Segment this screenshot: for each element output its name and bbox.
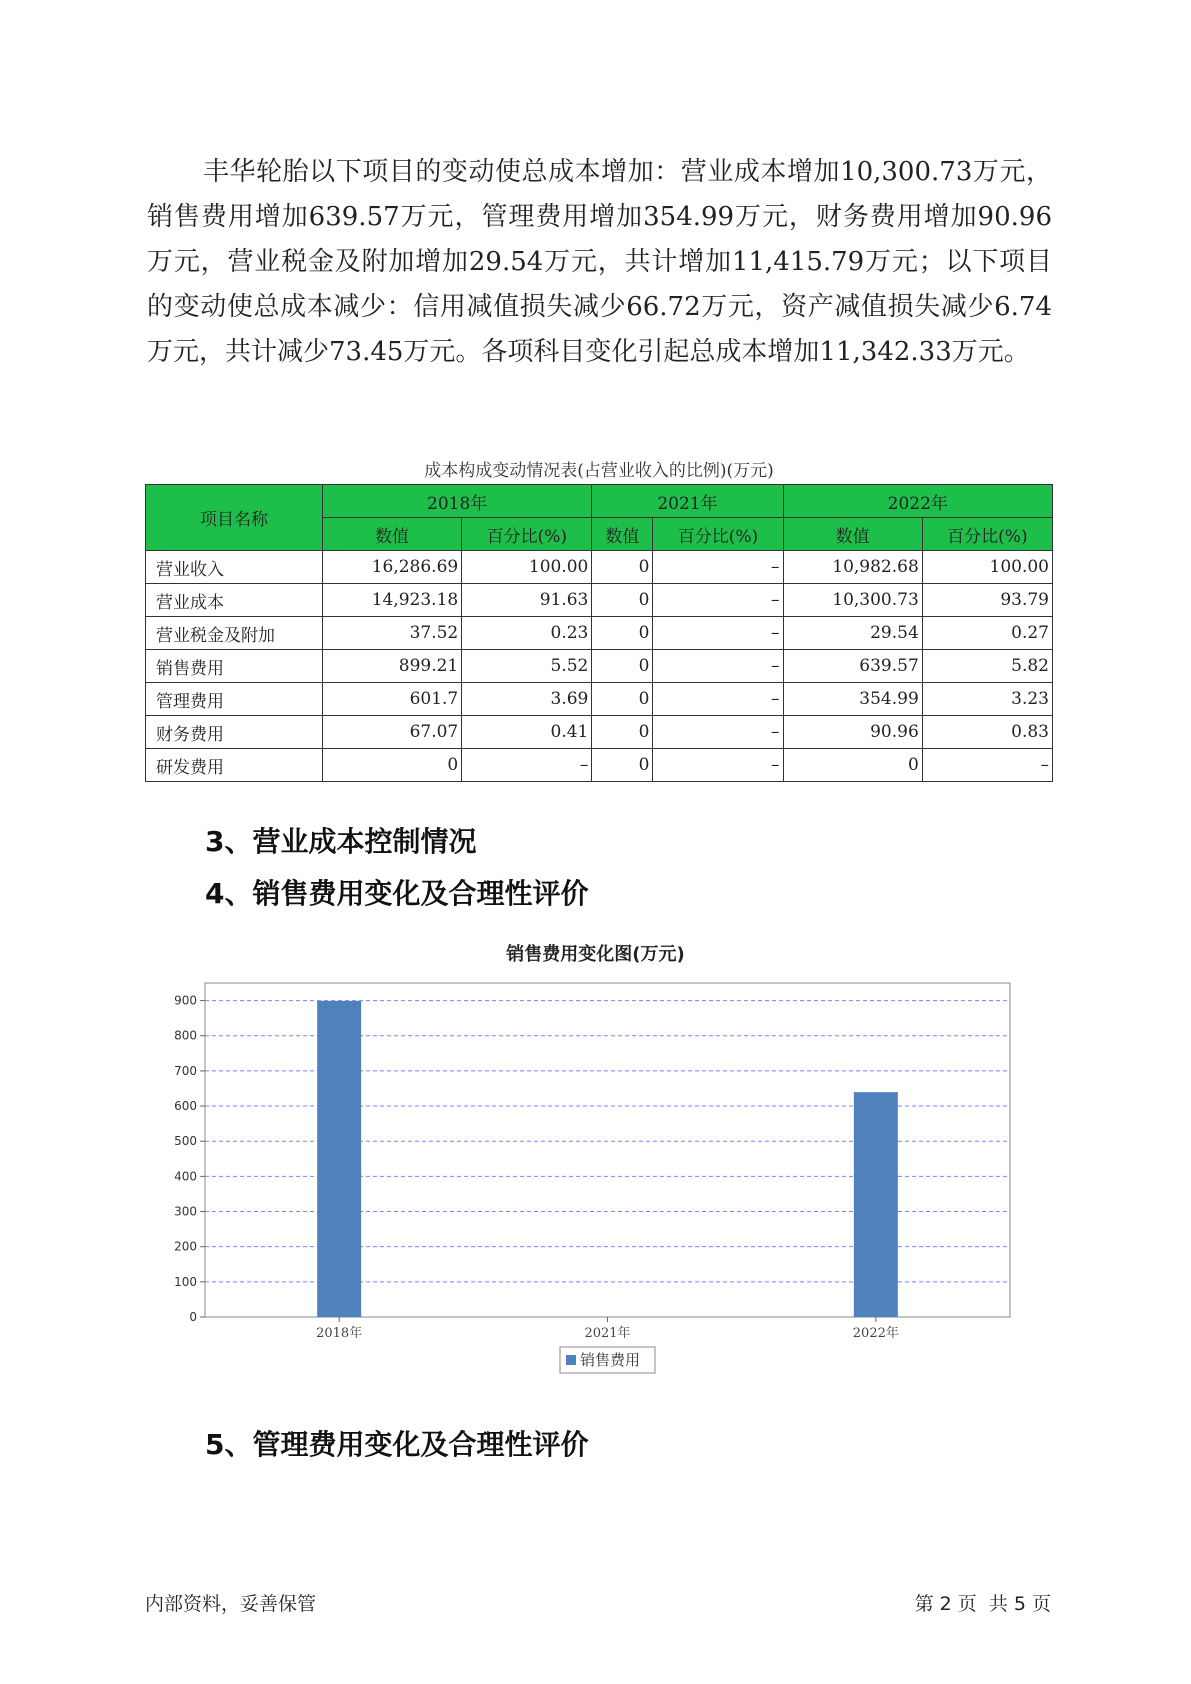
- table-cell: 0: [323, 749, 462, 782]
- y-tick-label: 100: [174, 1274, 197, 1289]
- y-tick-label: 400: [174, 1169, 197, 1184]
- x-tick-label: 2021年: [584, 1326, 631, 1341]
- table-cell: –: [653, 584, 783, 617]
- chart-title: 销售费用变化图(万元): [506, 944, 685, 965]
- table-cell: 29.54: [783, 617, 922, 650]
- legend-label: 销售费用: [580, 1351, 641, 1369]
- row-name: 营业税金及附加: [146, 617, 323, 650]
- table-row: [146, 551, 1053, 584]
- sales-expense-bar-chart: [160, 975, 1020, 1395]
- table-cell: 0: [592, 584, 653, 617]
- heading-3: 3、营业成本控制情况: [205, 825, 477, 858]
- row-name: 管理费用: [146, 683, 323, 716]
- table-cell: –: [653, 617, 783, 650]
- table-cell: 0: [592, 749, 653, 782]
- header-year-2018: 2018年: [323, 485, 592, 518]
- table-cell: 5.82: [922, 650, 1052, 683]
- table-row: [146, 617, 1053, 650]
- table-cell: 0.83: [922, 716, 1052, 749]
- table-row: [146, 683, 1053, 716]
- subheader-percent: 百分比(%): [462, 518, 592, 551]
- header-year-2022: 2022年: [783, 485, 1052, 518]
- table-row: [146, 650, 1053, 683]
- table-cell: 3.23: [922, 683, 1052, 716]
- subheader-value: 数值: [323, 518, 462, 551]
- x-tick-label: 2022年: [852, 1326, 899, 1341]
- y-tick-label: 200: [174, 1239, 197, 1254]
- subheader-value: 数值: [592, 518, 653, 551]
- table-cell: –: [653, 551, 783, 584]
- table-cell: 37.52: [323, 617, 462, 650]
- table-cell: 5.52: [462, 650, 592, 683]
- table-caption: 成本构成变动情况表(占营业收入的比例)(万元): [424, 461, 774, 481]
- table-cell: 67.07: [323, 716, 462, 749]
- table-cell: 14,923.18: [323, 584, 462, 617]
- header-year-2021: 2021年: [592, 485, 783, 518]
- table-cell: 3.69: [462, 683, 592, 716]
- y-tick-label: 500: [174, 1134, 197, 1149]
- row-name: 销售费用: [146, 650, 323, 683]
- row-name: 营业收入: [146, 551, 323, 584]
- heading-5: 5、管理费用变化及合理性评价: [205, 1428, 589, 1461]
- table-cell: –: [653, 716, 783, 749]
- subheader-value: 数值: [783, 518, 922, 551]
- cost-structure-table: [145, 484, 1053, 782]
- table-cell: 899.21: [323, 650, 462, 683]
- table-cell: 90.96: [783, 716, 922, 749]
- table-cell: 93.79: [922, 584, 1052, 617]
- table-cell: 601.7: [323, 683, 462, 716]
- table-cell: 91.63: [462, 584, 592, 617]
- table-row: [146, 749, 1053, 782]
- table-cell: –: [462, 749, 592, 782]
- table-cell: 10,300.73: [783, 584, 922, 617]
- table-cell: –: [653, 650, 783, 683]
- row-name: 研发费用: [146, 749, 323, 782]
- table-row: [146, 716, 1053, 749]
- page-number: 第 2 页 共 5 页: [914, 1593, 1051, 1615]
- table-cell: 0: [592, 551, 653, 584]
- y-tick-label: 600: [174, 1099, 197, 1114]
- summary-paragraph: 丰华轮胎以下项目的变动使总成本增加：营业成本增加10,300.73万元，销售费用增加639.57万元，管理费用增加354.99万元，财务费用增加90.96万元，营业税金及附加增加29.54万元，共计增加11,415.79万元；以下项目的变动使总成本减少：信用减值损失减少66.72万元，资产减值损失减少6.74万元，共计减少73.45万元。各项科目变化引起总成本增加11,342.33万元。: [147, 157, 1052, 367]
- y-tick-label: 700: [174, 1063, 197, 1078]
- y-tick-label: 0: [189, 1310, 197, 1324]
- y-tick-label: 800: [174, 1028, 197, 1043]
- heading-4: 4、销售费用变化及合理性评价: [205, 877, 589, 910]
- table-cell: 10,982.68: [783, 551, 922, 584]
- table-cell: 0: [592, 650, 653, 683]
- bar: [854, 1092, 898, 1317]
- table-cell: 0: [592, 617, 653, 650]
- table-cell: 0.23: [462, 617, 592, 650]
- table-cell: 100.00: [922, 551, 1052, 584]
- table-cell: 0.41: [462, 716, 592, 749]
- row-name: 财务费用: [146, 716, 323, 749]
- table-cell: 354.99: [783, 683, 922, 716]
- y-tick-label: 300: [174, 1204, 197, 1219]
- legend-swatch: [566, 1355, 576, 1365]
- footer-note: 内部资料，妥善保管: [145, 1593, 317, 1615]
- subheader-percent: 百分比(%): [922, 518, 1052, 551]
- table-cell: –: [653, 683, 783, 716]
- table-cell: 0.27: [922, 617, 1052, 650]
- table-cell: –: [922, 749, 1052, 782]
- subheader-percent: 百分比(%): [653, 518, 783, 551]
- table-cell: 0: [592, 683, 653, 716]
- header-item-name: 项目名称: [146, 485, 323, 551]
- table-cell: 639.57: [783, 650, 922, 683]
- table-cell: 0: [783, 749, 922, 782]
- table-row: [146, 584, 1053, 617]
- table-cell: 0: [592, 716, 653, 749]
- y-tick-label: 900: [174, 993, 197, 1008]
- table-cell: –: [653, 749, 783, 782]
- bar: [317, 1001, 361, 1317]
- x-tick-label: 2018年: [316, 1326, 363, 1341]
- row-name: 营业成本: [146, 584, 323, 617]
- table-cell: 16,286.69: [323, 551, 462, 584]
- table-cell: 100.00: [462, 551, 592, 584]
